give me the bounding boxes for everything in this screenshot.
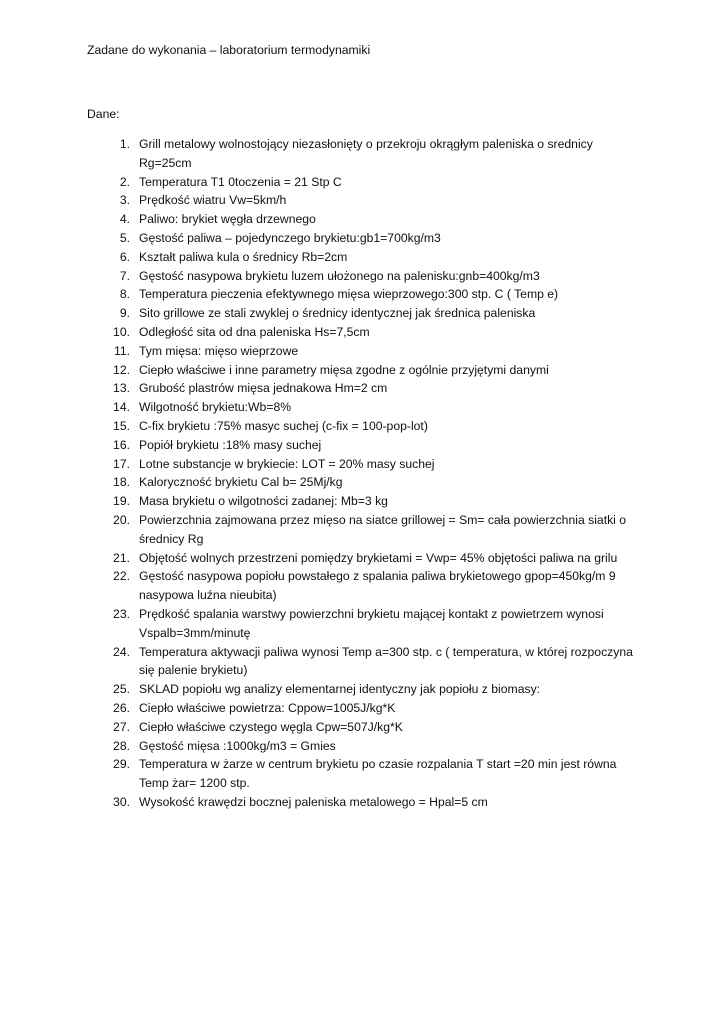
list-item-number: 19. (113, 494, 130, 509)
list-item-number: 23. (113, 606, 130, 621)
list-item-number: 27. (113, 719, 130, 734)
list-item-number: 11. (113, 343, 130, 358)
list-item-number: 15. (113, 418, 130, 433)
list-item-text: Sito grillowe ze stali zwyklej o średnicy identycznej jak średnica paleniska (139, 306, 536, 321)
list-item-number: 24. (113, 644, 130, 659)
list-item-number: 18. (113, 475, 130, 490)
list-item (87, 361, 647, 380)
list-item-number: 17. (113, 456, 130, 471)
list-item-number: 30. (113, 794, 130, 809)
list-item (87, 379, 647, 398)
list-item-text: Ciepło właściwe powietrza: Cppow=1005J/kg*K (139, 700, 396, 715)
list-item-text: Odległość sita od dna paleniska Hs=7,5cm (139, 324, 370, 339)
list-item-number: 7. (119, 268, 130, 283)
list-item (87, 285, 647, 304)
list-item-text: Temperatura T1 0toczenia = 21 Stp C (139, 174, 342, 189)
list-item-text: Gęstość mięsa :1000kg/m3 = Gmies (139, 738, 336, 753)
list-item-text: Masa brykietu o wilgotności zadanej: Mb=3 kg (139, 494, 388, 509)
list-item-text: Kaloryczność brykietu Cal b= 25Mj/kg (139, 475, 343, 490)
list-item-number: 3. (119, 193, 130, 208)
list-item (87, 417, 647, 436)
list-item-text: Grubość plastrów mięsa jednakowa Hm=2 cm (139, 381, 388, 396)
list-item-number: 20. (113, 512, 130, 527)
given-data-list (87, 135, 647, 812)
list-item (87, 699, 647, 718)
list-item-text: Prędkość wiatru Vw=5km/h (139, 193, 287, 208)
list-item (87, 473, 647, 492)
list-item (87, 173, 647, 192)
section-label-given: Dane: (87, 107, 120, 121)
list-item-number: 28. (113, 738, 130, 753)
list-item-text: Popiół brykietu :18% masy suchej (139, 437, 322, 452)
list-item (87, 455, 647, 474)
list-item-text: Temperatura w żarze w centrum brykietu po czasie rozpalania T start =20 min jest równa Temp żar= 1200 stp. (139, 757, 617, 791)
list-item-number: 5. (119, 230, 130, 245)
list-item-text: Gęstość paliwa – pojedynczego brykietu:gb1=700kg/m3 (139, 230, 441, 245)
list-item-text: Gęstość nasypowa brykietu luzem ułożonego na palenisku:gnb=400kg/m3 (139, 268, 540, 283)
list-item-number: 9. (119, 306, 130, 321)
list-item (87, 342, 647, 361)
list-item-number: 10. (113, 324, 130, 339)
list-item (87, 210, 647, 229)
list-item (87, 191, 647, 210)
list-item-number: 4. (119, 212, 130, 227)
list-item-text: SKLAD popiołu wg analizy elementarnej identyczny jak popiołu z biomasy: (139, 682, 541, 697)
list-item (87, 680, 647, 699)
list-item-text: Lotne substancje w brykiecie: LOT = 20% masy suchej (139, 456, 435, 471)
list-item-text: Paliwo: brykiet węgła drzewnego (139, 212, 316, 227)
list-item (87, 248, 647, 267)
list-item-text: Grill metalowy wolnostojący niezasłonięty o przekroju okrągłym paleniska o srednicy Rg=25cm (139, 137, 593, 170)
list-item-number: 2. (119, 174, 130, 189)
list-item (87, 398, 647, 417)
list-item (87, 605, 647, 643)
list-item-text: Ciepło właściwe i inne parametry mięsa zgodne z ogólnie przyjętymi danymi (139, 362, 549, 377)
list-item-number: 21. (113, 550, 130, 565)
list-item-text: Temperatura aktywacji paliwa wynosi Temp a=300 stp. c ( temperatura, w której rozpoczyna się palenie brykietu) (139, 644, 633, 678)
list-item-number: 22. (113, 569, 130, 584)
list-item (87, 135, 647, 173)
list-item-text: Kształt paliwa kula o średnicy Rb=2cm (139, 249, 348, 264)
list-item-number: 14. (113, 400, 130, 415)
list-item-number: 29. (113, 757, 130, 772)
list-item-number: 12. (113, 362, 130, 377)
list-item-number: 26. (113, 700, 130, 715)
list-item (87, 567, 647, 605)
list-item-text: Temperatura pieczenia efektywnego mięsa wieprzowego:300 stp. C ( Temp e) (139, 287, 559, 302)
list-item-number: 16. (113, 437, 130, 452)
list-item-text: Wysokość krawędzi bocznej paleniska metalowego = Hpal=5 cm (139, 794, 488, 809)
list-item-text: Objętość wolnych przestrzeni pomiędzy brykietami = Vwp= 45% objętości paliwa na grilu (139, 550, 618, 565)
list-item (87, 267, 647, 286)
list-item (87, 436, 647, 455)
list-item-number: 13. (113, 381, 130, 396)
list-item (87, 718, 647, 737)
list-item-text: Prędkość spalania warstwy powierzchni brykietu mającej kontakt z powietrzem wynosi Vspalb=3mm/minutę (139, 606, 604, 640)
list-item (87, 643, 647, 681)
document-title: Zadane do wykonania – laboratorium termodynamiki (87, 43, 371, 57)
list-item (87, 229, 647, 248)
list-item-text: C-fix brykietu :75% masyc suchej (c-fix = 100-pop-lot) (139, 418, 428, 433)
list-item (87, 549, 647, 568)
list-item-number: 1. (119, 137, 130, 151)
list-item-number: 6. (119, 249, 130, 264)
list-item-text: Gęstość nasypowa popiołu powstałego z spalania paliwa brykietowego gpop=450kg/m 9 nasypowa luźna nieubita) (139, 569, 616, 603)
list-item-number: 25. (113, 682, 130, 697)
list-item (87, 304, 647, 323)
list-item (87, 793, 647, 812)
list-item (87, 755, 647, 793)
list-item-text: Ciepło właściwe czystego węgla Cpw=507J/kg*K (139, 719, 403, 734)
list-item-text: Wilgotność brykietu:Wb=8% (139, 400, 292, 415)
list-item (87, 323, 647, 342)
list-item (87, 511, 647, 549)
list-item-number: 8. (119, 287, 130, 302)
list-item (87, 737, 647, 756)
list-item-text: Tym mięsa: mięso wieprzowe (139, 343, 299, 358)
list-item-text: Powierzchnia zajmowana przez mięso na siatce grillowej = Sm= cała powierzchnia siatki o średnicy Rg (139, 512, 627, 546)
list-item (87, 492, 647, 511)
